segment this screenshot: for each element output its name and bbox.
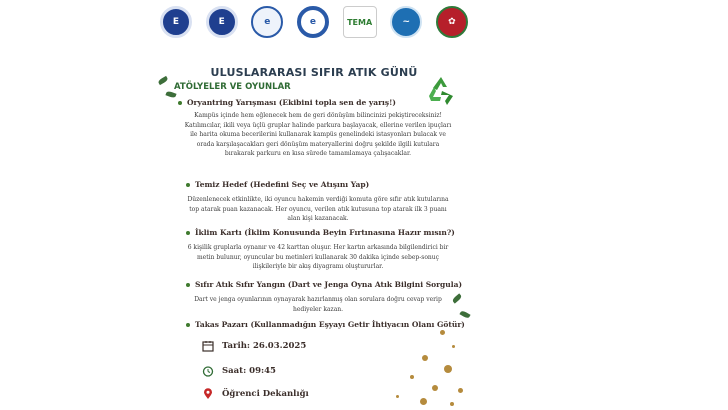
ring-logo-icon: e	[251, 6, 283, 38]
decorative-dot	[444, 365, 452, 373]
activity-heading-swap-market: Takas Pazarı (Kullanmadığın Eşyayı Getir İhtiyacın Olanı Götür)	[186, 320, 465, 329]
wave-logo-icon: ~	[390, 6, 422, 38]
bullet-icon	[186, 283, 190, 287]
bullet-icon	[178, 101, 182, 105]
bullet-icon	[186, 183, 190, 187]
tema-logo-icon: TEMA	[343, 6, 377, 38]
calendar-icon	[202, 340, 214, 352]
activity-heading-climate-card: İklim Kartı (İklim Konusunda Beyin Fırtınasına Hazır mısın?)	[186, 228, 455, 237]
decorative-dot	[432, 385, 438, 391]
bullet-icon	[186, 323, 190, 327]
leaf-decoration-icon	[459, 310, 470, 319]
event-date: Tarih: 26.03.2025	[202, 340, 306, 352]
event-time: Saat: 09:45	[202, 365, 276, 377]
activity-text-clean-target: Düzenlenecek etkinlikte, iki oyuncu hakemin verdiği komuta göre sıfır atık kutularına top atarak puan kazanacak. Her oyuncu, verilen atık kutusuna top atarak ilk 3 puanı alan kişi kazanacak.	[187, 196, 449, 222]
section-subtitle: ATÖLYELER VE OYUNLAR	[174, 82, 291, 92]
decorative-dot	[450, 402, 454, 406]
activity-heading-clean-target: Temiz Hedef (Hedefini Seç ve Atışını Yap)	[186, 180, 369, 189]
page-title: ULUSLARARASI SIFIR ATIK GÜNÜ	[210, 66, 418, 79]
activity-text-climate-card: 6 kişilik gruplarla oynanır ve 42 karttan oluşur. Her kartın arkasında bilgilendirici bir metin bulunur, oyuncular bu metinleri kullanarak 30 dakika içinde sebep-sonuç ilişkileriyle bir akış diyagramı oluştururlar.	[187, 244, 449, 270]
decorative-dot	[420, 398, 427, 405]
logo-row	[160, 4, 468, 40]
event-location: Öğrenci Dekanlığı	[202, 388, 309, 400]
activity-text-orienteering: Kampüs içinde hem eğlenecek hem de geri dönüşüm bilincinizi pekiştireceksiniz! Katılımcılar, ikili veya üçlü gruplar halinde parkura başlayacak, ellerine verilen ipuçları ile harita okuma becerilerini kullanarak kampüs genelindeki istasyonları bulacak ve orada karşılaşacakları geri dönüşüm materyallerini doğru şekilde ilgili kutulara bırakarak parkuru en kısa sürede tamamlamaya çalışacaklar.	[184, 112, 452, 157]
decorative-dot	[452, 345, 455, 348]
recycle-icon	[424, 74, 458, 108]
decorative-dot	[396, 395, 399, 398]
bullet-icon	[186, 231, 190, 235]
university-logo-2-icon: E	[206, 6, 238, 38]
activity-heading-zero-waste-fire: Sıfır Atık Sıfır Yangın (Dart ve Jenga Oyna Atık Bilgini Sorgula)	[186, 280, 462, 289]
activity-text-zero-waste-fire: Dart ve jenga oyunlarının oynayarak hazırlanmış olan sorulara doğru cevap verip hediyeler kazan.	[194, 296, 442, 313]
municipality-logo-icon: ✿	[436, 6, 468, 38]
decorative-dot	[410, 375, 414, 379]
event-poster	[152, 0, 476, 410]
decorative-dot	[458, 388, 463, 393]
clock-icon	[202, 365, 214, 377]
decorative-dot	[440, 330, 445, 335]
location-pin-icon	[202, 388, 214, 400]
university-logo-1-icon: E	[160, 6, 192, 38]
activity-heading-orienteering: Oryantring Yarışması (Ekibini topla sen de yarış!)	[178, 98, 396, 107]
decorative-dot	[422, 355, 428, 361]
e-logo-icon: e	[297, 6, 329, 38]
